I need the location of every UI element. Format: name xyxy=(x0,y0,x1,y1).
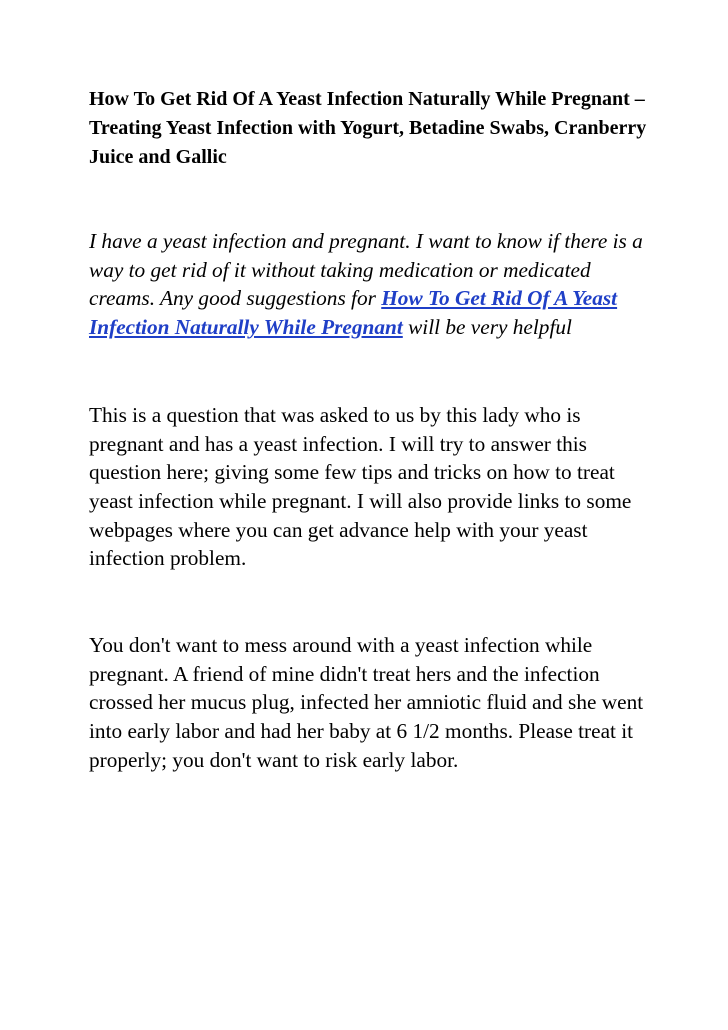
document-page xyxy=(89,85,649,775)
article-title-link[interactable]: How To Get Rid Of A Yeast Infection Naturally While Pregnant xyxy=(89,286,618,340)
document-title: How To Get Rid Of A Yeast Infection Naturally While Pregnant – Treating Yeast Infection with Yogurt, Betadine Swabs, Cranberry Juice and Gallic xyxy=(89,88,647,168)
question-text-before-link: I have a yeast infection and pregnant. I want to know if there is a way to get rid of it without taking medication or medicated creams. Any good suggestions for xyxy=(89,229,643,311)
body-paragraph-1: This is a question that was asked to us by this lady who is pregnant and has a yeast infection. I will try to answer this question here; giving some few tips and tricks on how to treat yeast infection while pregnant. I will also provide links to some webpages where you can get advance help with your yeast infection problem. xyxy=(89,402,632,571)
body-paragraph-2: You don't want to mess around with a yeast infection while pregnant. A friend of mine didn't treat hers and the infection crossed her mucus plug, infected her amniotic fluid and she went into early labor and had her baby at 6 1/2 months. Please treat it properly; you don't want to risk early labor. xyxy=(89,633,644,772)
question-text-after-link: will be very helpful xyxy=(402,315,572,340)
question-paragraph xyxy=(89,227,649,342)
